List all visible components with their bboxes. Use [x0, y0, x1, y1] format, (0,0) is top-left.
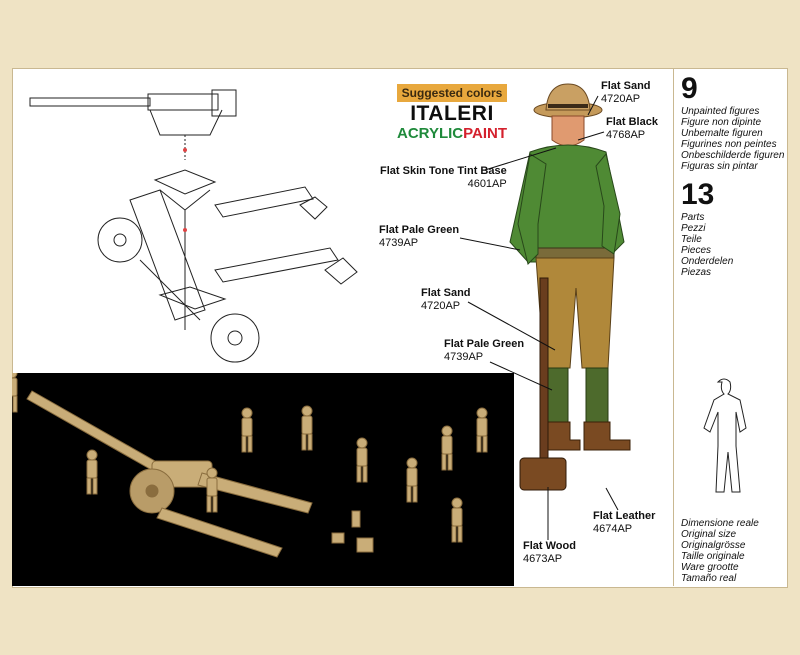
color-flat-sand-mid: Flat Sand 4720AP: [421, 287, 471, 312]
acrylic-paint-logo: ACRYLICPAINT: [397, 125, 507, 142]
brand-block: [397, 84, 507, 142]
size-labels: Dimensione reale Original size Originalgrösse Taille originale Ware grootte Tamaño real: [681, 518, 759, 584]
color-flat-skin: Flat Skin Tone Tint Base 4601AP: [380, 165, 507, 190]
color-flat-wood: Flat Wood 4673AP: [523, 540, 576, 565]
parts-count: 13: [681, 178, 715, 211]
color-flat-leather: Flat Leather 4674AP: [593, 510, 656, 535]
brand-logo: ITALERI: [410, 102, 494, 125]
color-flat-black: Flat Black 4768AP: [606, 116, 658, 141]
assembly-diagram: [20, 80, 375, 370]
figures-labels: Unpainted figures Figure non dipinte Unbemalte figuren Figurines non peintes Onbeschilderde figuren Figuras sin pintar: [681, 106, 785, 172]
painted-soldier: [490, 82, 680, 512]
suggested-colors-label: Suggested colors: [397, 84, 507, 102]
figures-count: 9: [681, 72, 698, 105]
soldier-silhouette: [688, 376, 758, 516]
kit-photo: [12, 373, 514, 586]
color-flat-sand-top: Flat Sand 4720AP: [601, 80, 651, 105]
color-flat-pale-green-1: Flat Pale Green 4739AP: [379, 224, 460, 249]
parts-labels: Parts Pezzi Teile Pieces Onderdelen Piezas: [681, 212, 734, 278]
color-flat-pale-green-2: Flat Pale Green 4739AP: [444, 338, 525, 363]
